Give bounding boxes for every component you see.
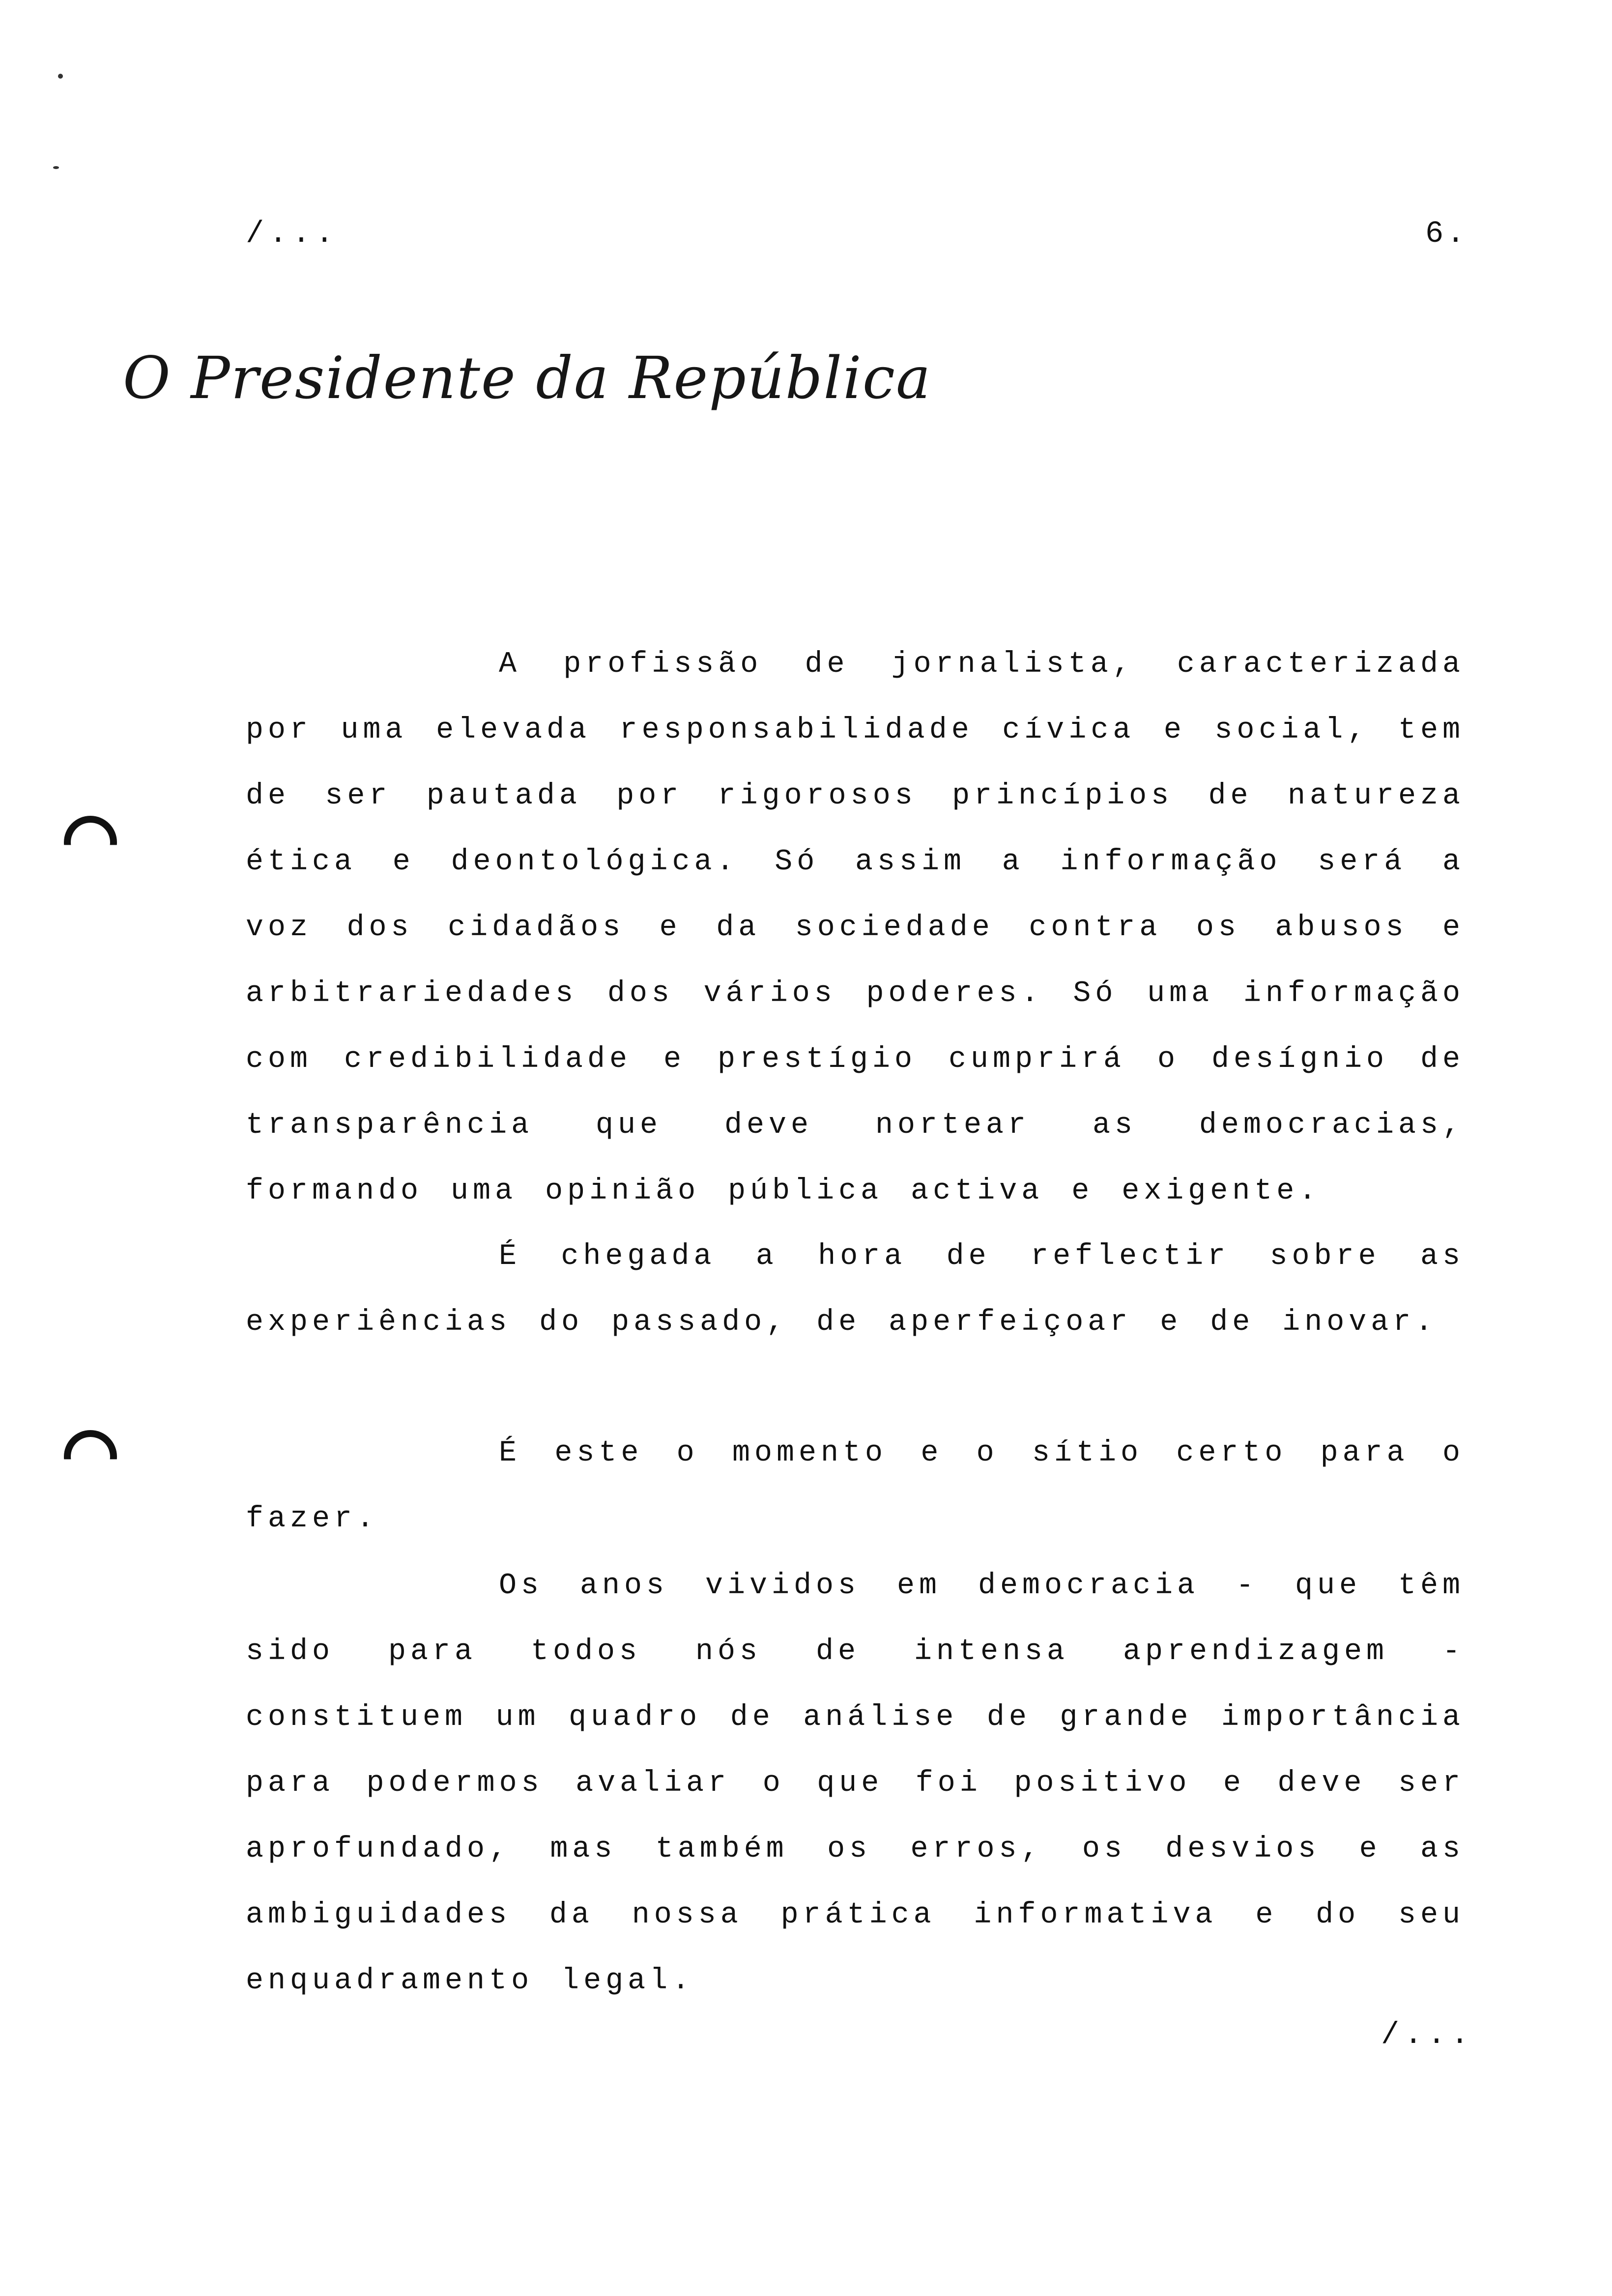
continuation-mark-top: /... xyxy=(246,216,339,251)
paragraph-4: Os anos vividos em democracia - que têm sido para todos nós de intensa aprendizagem - constituem um quadro de análise de grande importância para podermos avaliar o que foi positivo e deve ser aprofundado, mas também os erros, os desvios e as ambiguidades da nossa prática informativa e do seu enquadramento legal. xyxy=(246,1569,1465,1998)
page-number: 6. xyxy=(1425,216,1468,251)
paragraph-3: É este o momento e o sítio certo para o fazer. xyxy=(246,1436,1465,1536)
paragraph-2: É chegada a hora de reflectir sobre as experiências do passado, de aperfeiçoar e de inovar. xyxy=(246,1240,1465,1339)
continuation-mark-bottom: /... xyxy=(1381,2017,1474,2052)
scan-speck xyxy=(53,166,59,169)
letterhead-title: O Presidente da República xyxy=(123,344,932,412)
paragraph-1: A profissão de jornalista, caracterizada por uma elevada responsabilidade cívica e social, tem de ser pautada por rigorosos princípios de natureza ética e deontológica. Só assim a informação será a voz dos cidadãos e da sociedade contra os abusos e arbitrariedades dos vários poderes. Só uma informação com credibilidade e prestígio cumprirá o desígnio de transparência que deve nortear as democracias, formando uma opinião pública activa e exigente. xyxy=(246,648,1465,1208)
punch-hole xyxy=(64,816,117,869)
scan-speck xyxy=(58,74,63,79)
punch-hole xyxy=(64,1430,117,1483)
